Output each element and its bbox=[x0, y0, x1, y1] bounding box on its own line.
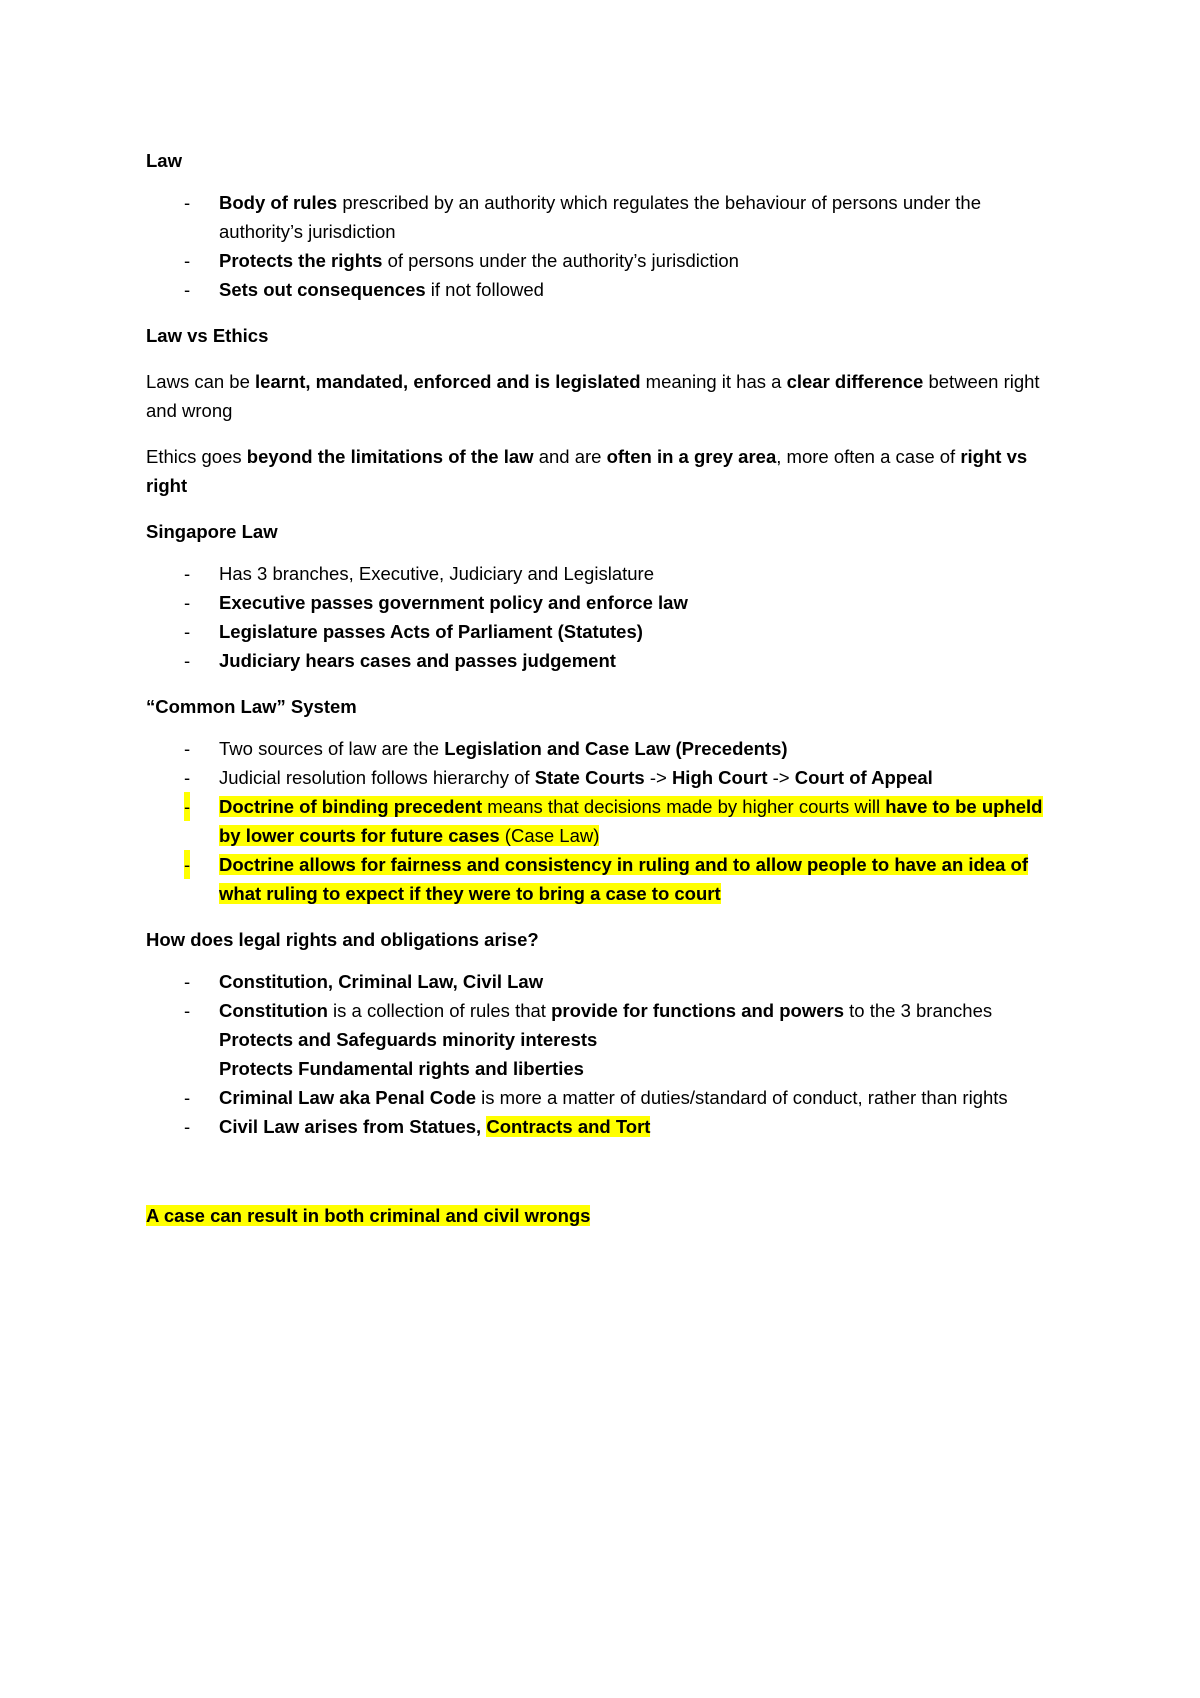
list-item: - Judicial resolution follows hierarchy of State Courts -> High Court -> Court of Appeal bbox=[146, 763, 1066, 792]
rights-list bbox=[146, 967, 1066, 1141]
law-list bbox=[146, 188, 1066, 304]
list-item: - Protects the rights of persons under the authority’s jurisdiction bbox=[146, 246, 1066, 275]
list-item-highlighted: - Doctrine of binding precedent means that decisions made by higher courts will have to be upheld by lower courts for future cases (Case Law) bbox=[146, 792, 1066, 850]
final-statement: A case can result in both criminal and civil wrongs bbox=[146, 1205, 591, 1226]
list-item: - Judiciary hears cases and passes judgement bbox=[146, 646, 1066, 675]
law-vs-ethics-paragraph-2: Ethics goes beyond the limitations of the law and are often in a grey area, more often a case of right vs right bbox=[146, 446, 1028, 496]
heading-law-vs-ethics: Law vs Ethics bbox=[146, 325, 269, 346]
heading-law: Law bbox=[146, 150, 182, 171]
list-item: - Constitution, Criminal Law, Civil Law bbox=[146, 967, 1066, 996]
document-page bbox=[146, 146, 1066, 1247]
list-item: - Body of rules prescribed by an authority which regulates the behaviour of persons under the authority’s jurisdiction bbox=[146, 188, 1066, 246]
list-item: - Criminal Law aka Penal Code is more a matter of duties/standard of conduct, rather than rights bbox=[146, 1083, 1066, 1112]
heading-singapore-law: Singapore Law bbox=[146, 521, 278, 542]
list-item: - Constitution is a collection of rules that provide for functions and powers to the 3 branches Protects and Safeguards minority interests Protects Fundamental rights and liberties bbox=[146, 996, 1066, 1083]
singapore-list bbox=[146, 559, 1066, 675]
list-item: - Two sources of law are the Legislation and Case Law (Precedents) bbox=[146, 734, 1066, 763]
sub-line: Protects Fundamental rights and liberties bbox=[219, 1058, 584, 1079]
list-item: - Has 3 branches, Executive, Judiciary and Legislature bbox=[146, 559, 1066, 588]
heading-common-law: “Common Law” System bbox=[146, 696, 357, 717]
law-vs-ethics-paragraph-1: Laws can be learnt, mandated, enforced and is legislated meaning it has a clear difference between right and wrong bbox=[146, 371, 1040, 421]
heading-rights: How does legal rights and obligations arise? bbox=[146, 929, 539, 950]
common-law-list bbox=[146, 734, 1066, 908]
list-item: - Sets out consequences if not followed bbox=[146, 275, 1066, 304]
list-item: - Civil Law arises from Statues, Contracts and Tort bbox=[146, 1112, 1066, 1141]
sub-line: Protects and Safeguards minority interests bbox=[219, 1029, 598, 1050]
list-item: - Executive passes government policy and enforce law bbox=[146, 588, 1066, 617]
list-item-highlighted: - Doctrine allows for fairness and consistency in ruling and to allow people to have an idea of what ruling to expect if they were to bring a case to court bbox=[146, 850, 1066, 908]
list-item: - Legislature passes Acts of Parliament (Statutes) bbox=[146, 617, 1066, 646]
